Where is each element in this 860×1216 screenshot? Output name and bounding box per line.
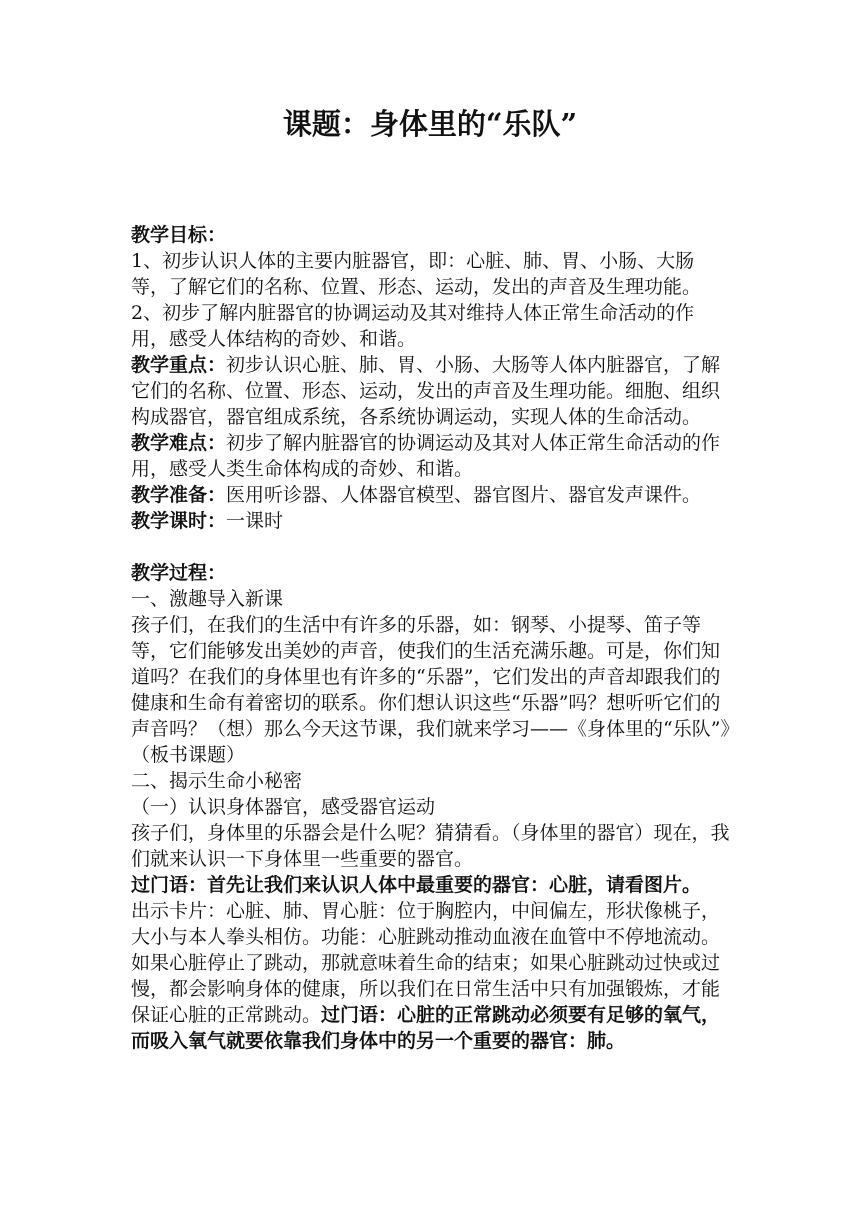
heart-paragraph [131,898,731,1054]
transition-2: 过门语：心脏的正常跳动必须要有足够的氧气，而吸入氧气就要依靠我们身体中的另一个重要的器官：肺。 [131,1004,721,1052]
preparation-label: 教学准备： [131,484,227,506]
spacer [131,534,731,560]
section-2-title: 二、揭示生命小秘密 [131,770,303,792]
key-points-text: 初步认识心脏、肺、胃、小肠、大肠等人体内脏器官，了解它们的名称、位置、形态、运动，发出的声音及生理功能。细胞、组织构成器官，器官组成系统，各系统协调运动，实现人体的生命活动。 [131,354,721,428]
objective-item-2: 2、初步了解内脏器官的协调运动及其对维持人体正常生命活动的作用，感受人体结构的奇妙、和谐。 [131,302,695,350]
key-points-paragraph [131,352,731,430]
objectives-heading: 教学目标： [131,224,227,246]
section-1-text: 孩子们，在我们的生活中有许多的乐器，如：钢琴、小提琴、笛子等等，它们能够发出美妙的声音，使我们的生活充满乐趣。可是，你们知道吗？在我们的身体里也有许多的“乐器”，它们发出的声音却跟我们的健康和生命有着密切的联系。你们想认识这些“乐器”吗？想听听它们的声音吗？（想）那么今天这节课，我们就来学习——《身体里的“乐队”》（板书课题） [131,614,730,766]
duration-text: 一课时 [226,510,284,532]
difficulties-text: 初步了解内脏器官的协调运动及其对人体正常生命活动的作用，感受人类生命体构成的奇妙、和谐。 [131,432,721,480]
difficulties-paragraph [131,430,731,482]
transition-1: 过门语：首先让我们来认识人体中最重要的器官：心脏，请看图片。 [131,874,702,896]
duration-paragraph [131,508,731,534]
document-body [131,222,731,1054]
section-1-title: 一、激趣导入新课 [131,588,284,610]
difficulties-label: 教学难点： [131,432,227,454]
duration-label: 教学课时： [131,510,227,532]
preparation-text: 医用听诊器、人体器官模型、器官图片、器官发声课件。 [226,484,702,506]
preparation-paragraph [131,482,731,508]
key-points-label: 教学重点： [131,354,227,376]
heart-text: 出示卡片：心脏、肺、胃心脏：位于胸腔内，中间偏左，形状像桃子，大小与本人拳头相仿。功能：心脏跳动推动血液在血管中不停地流动。如果心脏停止了跳动，那就意味着生命的结束；如果心脏跳动过快或过慢，都会影响身体的健康，所以我们在日常生活中只有加强锻炼，才能保证心脏的正常跳动。 [131,900,721,1026]
subsection-1-title: （一）认识身体器官，感受器官运动 [131,796,436,818]
process-heading: 教学过程： [131,562,227,584]
document-title: 课题：身体里的“乐队” [282,107,578,141]
subsection-1-text: 孩子们，身体里的乐器会是什么呢？猜猜看。（身体里的器官）现在，我们就来认识一下身体里一些重要的器官。 [131,822,730,870]
objective-item-1: 1、初步认识人体的主要内脏器官，即：心脏、肺、胃、小肠、大肠等，了解它们的名称、位置、形态、运动，发出的声音及生理功能。 [131,250,702,298]
